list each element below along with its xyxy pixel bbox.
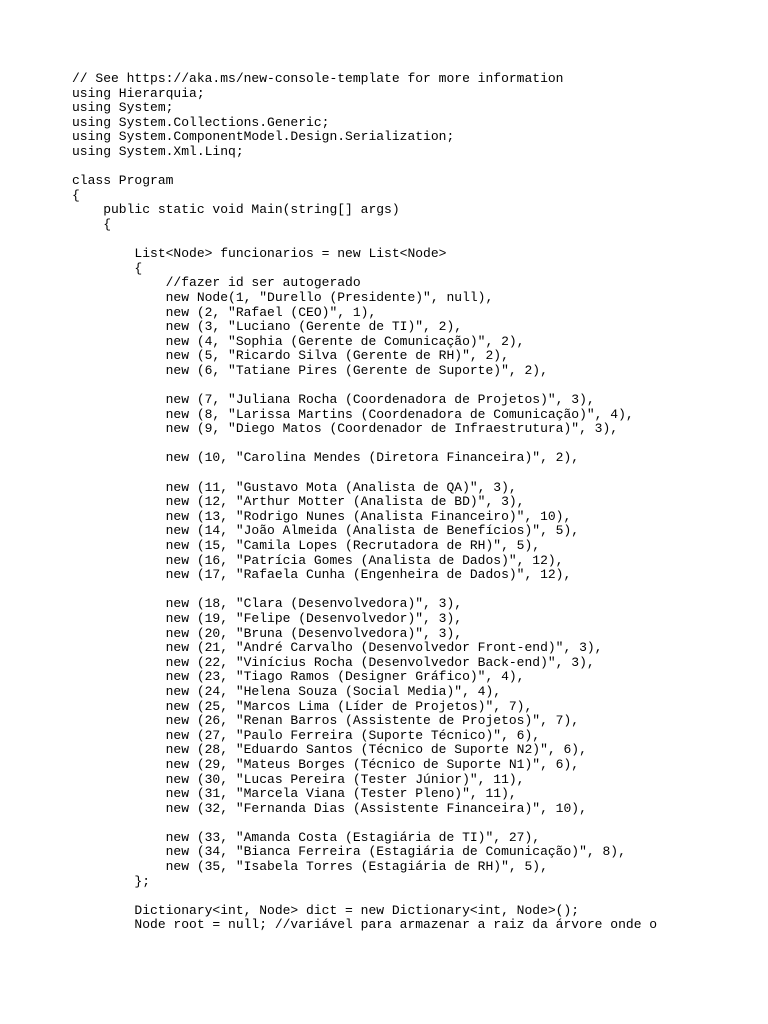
code-line: new (9, "Diego Matos (Coordenador de Infraestrutura)", 3), [72,421,619,437]
code-line: new (19, "Felipe (Desenvolvedor)", 3), [72,610,463,626]
code-line: { [72,187,80,203]
code-line: // See https://aka.ms/new-console-template for more information [72,71,564,86]
code-line: new (16, "Patrícia Gomes (Analista de Dados)", 12), [72,552,564,568]
code-line: new (35, "Isabela Torres (Estagiária de RH)", 5), [72,859,548,875]
code-line: Dictionary<int, Node> dict = new Dictionary<int, Node>(); [72,902,580,918]
code-line [72,816,657,831]
code-line: new (12, "Arthur Motter (Analista de BD)", 3), [72,494,525,510]
code-line: new (21, "André Carvalho (Desenvolvedor Front-end)", 3), [72,640,603,656]
code-line: new (23, "Tiago Ramos (Designer Gráfico)", 4), [72,669,525,685]
code-line: new (26, "Renan Barros (Assistente de Projetos)", 7), [72,713,580,729]
code-line: new (6, "Tatiane Pires (Gerente de Suporte)", 2), [72,362,548,378]
code-line: new (20, "Bruna (Desenvolvedora)", 3), [72,625,463,641]
code-line: new (27, "Paulo Ferreira (Suporte Técnico)", 6), [72,727,541,743]
code-line: new (33, "Amanda Costa (Estagiária de TI)", 27), [72,829,541,845]
code-line: new (4, "Sophia (Gerente de Comunicação)", 2), [72,333,525,349]
code-line: new (34, "Bianca Ferreira (Estagiária de Comunicação)", 8), [72,844,626,860]
code-line [72,233,657,248]
code-line: using System.Collections.Generic; [72,114,330,130]
code-line: using System.ComponentModel.Design.Serialization; [72,129,455,145]
code-line: new Node(1, "Durello (Presidente)", null), [72,289,494,305]
code-line: new (18, "Clara (Desenvolvedora)", 3), [72,596,463,612]
code-line: class Program [72,173,174,189]
code-line: using System.Xml.Linq; [72,143,244,159]
code-line: new (22, "Vinícius Rocha (Desenvolvedor Back-end)", 3), [72,654,595,670]
code-line [72,889,657,904]
code-line [72,437,657,452]
code-line: public static void Main(string[] args) [72,202,400,218]
code-line: new (11, "Gustavo Mota (Analista de QA)", 3), [72,479,517,495]
code-line: { [72,216,112,232]
code-line: new (14, "João Almeida (Analista de Benefícios)", 5), [72,523,580,539]
code-line: using Hierarquia; [72,85,205,101]
code-line: using System; [72,100,174,116]
code-line [72,583,657,598]
code-line: new (28, "Eduardo Santos (Técnico de Suporte N2)", 6), [72,742,587,758]
code-line: new (10, "Carolina Mendes (Diretora Financeira)", 2), [72,450,580,466]
code-line: new (31, "Marcela Viana (Tester Pleno)", 11), [72,786,517,802]
code-line: new (2, "Rafael (CEO)", 1), [72,304,377,320]
code-line: new (7, "Juliana Rocha (Coordenadora de Projetos)", 3), [72,392,595,408]
code-line: new (29, "Mateus Borges (Técnico de Suporte N1)", 6), [72,756,580,772]
code-line: //fazer id ser autogerado [72,275,361,291]
code-line: new (24, "Helena Souza (Social Media)", 4), [72,683,502,699]
code-line: new (15, "Camila Lopes (Recrutadora de RH)", 5), [72,538,541,553]
code-line: new (3, "Luciano (Gerente de TI)", 2), [72,319,463,335]
code-line [72,160,657,175]
code-line: { [72,260,143,276]
code-line: new (17, "Rafaela Cunha (Engenheira de Dados)", 12), [72,567,572,583]
code-line: Node root = null; //variável para armazenar a raiz da árvore onde o [72,917,658,933]
code-line: new (30, "Lucas Pereira (Tester Júnior)", 11), [72,771,525,787]
code-line: new (5, "Ricardo Silva (Gerente de RH)", 2), [72,348,509,364]
code-line: }; [72,873,151,889]
code-line [72,378,657,393]
code-line [72,466,657,481]
code-listing [72,72,657,933]
code-line: new (8, "Larissa Martins (Coordenadora de Comunicação)", 4), [72,406,634,422]
code-line: new (32, "Fernanda Dias (Assistente Financeira)", 10), [72,800,587,816]
code-line: List<Node> funcionarios = new List<Node> [72,246,447,262]
code-line: new (13, "Rodrigo Nunes (Analista Financeiro)", 10), [72,508,572,524]
code-line: new (25, "Marcos Lima (Líder de Projetos)", 7), [72,698,533,714]
